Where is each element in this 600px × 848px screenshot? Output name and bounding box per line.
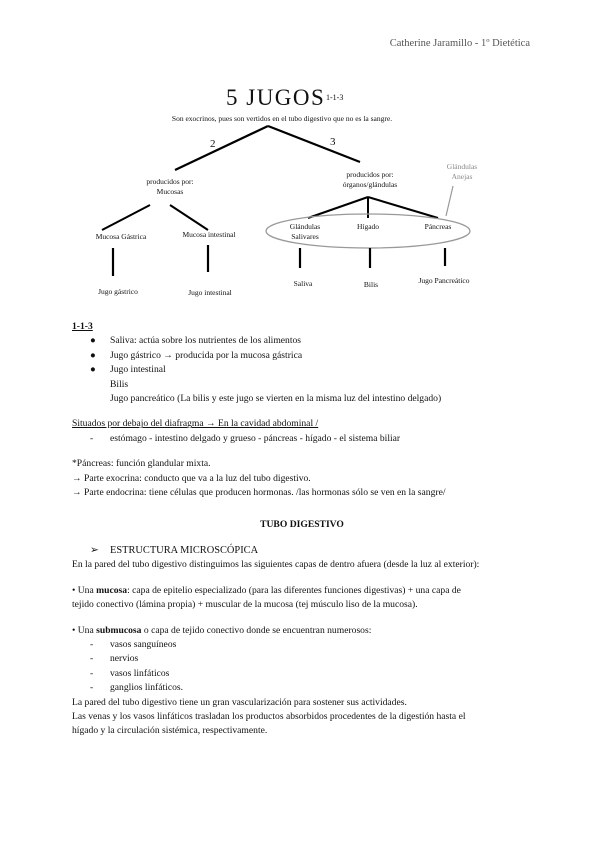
label-pancreas: Páncreas [424,222,452,231]
label-mucosa-intestinal: Mucosa intestinal [182,230,236,239]
closing-line-1: La pared del tubo digestivo tiene un gran vascularización para sostener sus actividades. [72,696,407,708]
label-jugo-pancreatico: Jugo Pancreático [418,276,470,285]
tubo-digestivo-title: TUBO DIGESTIVO [260,519,344,531]
pancreas-note-2: → Parte exocrina: conducto que va a la luz del tubo digestivo. [72,472,311,484]
header-author: Catherine Jaramillo - 1º Dietética [389,38,530,49]
branch-line-left [175,126,268,170]
label-jugo-intestinal: Jugo intestinal [188,288,232,297]
label-bilis: Bilis [363,280,379,289]
pancreas-note-1: *Páncreas: función glandular mixta. [72,458,211,470]
bullet-glyph: ● [90,335,96,347]
situados-items: - estómago - intestino delgado y grueso - páncreas - hígado - el sistema biliar [90,432,401,444]
label-higado: Hígado [356,222,380,231]
diagram-title-ref: 1-1-3 [326,93,344,102]
glandulas-anejas-line1: Glándulas [446,162,478,171]
section-113-heading: 1-1-3 [72,321,93,332]
list-item: - vasos sanguíneos [90,638,177,650]
situados-line: Situados por debajo del diafragma → En la cavidad abdominal / [72,418,319,430]
diagram-title: 5 JUGOS [226,85,326,110]
list-item: - nervios [90,653,139,665]
branch-mucosa-gastrica [102,205,150,230]
submucosa-word: submucosa [96,624,142,636]
list-item: - vasos linfáticos [90,667,170,679]
list-item: ● Saliva: actúa sobre los nutrientes de los alimentos [72,334,532,348]
label-saliva: Saliva [293,279,313,288]
node-right-line1: producidos por: [346,170,394,179]
extra-line-bilis: Bilis [110,378,129,390]
list-item: ● Jugo gástrico → producida por la mucosa gástrica [72,349,532,363]
bullet-glyph: ● [90,349,96,361]
branch-right-num: 3 [330,136,336,148]
jugos-diagram [0,0,600,310]
tubo-intro: En la pared del tubo digestivo distinguimos las siguientes capas de dentro afuera (desde la luz al exterior): [72,559,480,571]
glandulas-anejas-line2: Anejas [451,172,473,181]
node-left-line2: Mucosas [156,187,184,196]
label-glandulas-salivares-1: Glándulas [289,222,321,231]
list-item: ● Jugo intestinal [72,363,532,377]
submucosa-line: • Una submucosa o capa de tejido conectivo donde se encuentran numerosos: [72,624,372,636]
label-mucosa-gastrica: Mucosa Gástrica [95,232,147,241]
anejas-pointer-line [446,186,453,216]
branch-mucosa-intestinal [170,205,208,230]
arrow-icon: ➢ [90,544,99,556]
branch-line-right [268,126,360,162]
node-left-line1: producidos por: [146,177,194,186]
label-glandulas-salivares-2: Salivares [291,232,319,241]
branch-left-num: 2 [210,138,216,150]
closing-line-3: hígado y la circulación sistémica, respectivamente. [72,725,268,737]
body-text [72,320,532,739]
closing-line-2: Las venas y los vasos linfáticos trasladan los productos absorbidos procedentes de la digestión hasta el [72,710,466,722]
diagram-subtitle: Son exocrinos, pues son vertidos en el tubo digestivo que no es la sangre. [171,114,393,123]
label-jugo-gastrico: Jugo gástrico [98,287,138,296]
estructura-heading: ➢ ESTRUCTURA MICROSCÓPICA [72,544,532,558]
mucosa-line2: tejido conectivo (lámina propia) + muscular de la mucosa (tej músculo liso de la mucosa). [72,599,418,611]
pancreas-note-3: → Parte endocrina: tiene células que producen hormonas. /las hormonas sólo se ven en la sangre/ [72,487,446,499]
mucosa-word: mucosa [96,584,128,596]
bullet-glyph: ● [90,364,96,376]
node-right-line2: órganos/glándulas [342,180,398,189]
glands-ellipse [266,214,470,248]
mucosa-line1: • Una mucosa: capa de epitelio especializado (para las diferentes funciones digestivas) + una capa de [72,584,461,596]
list-item: - ganglios linfáticos. [90,682,184,694]
extra-line-jugo-pancreatico: Jugo pancreático (La bilis y este jugo se vierten en la misma luz del intestino delgado) [110,393,442,405]
